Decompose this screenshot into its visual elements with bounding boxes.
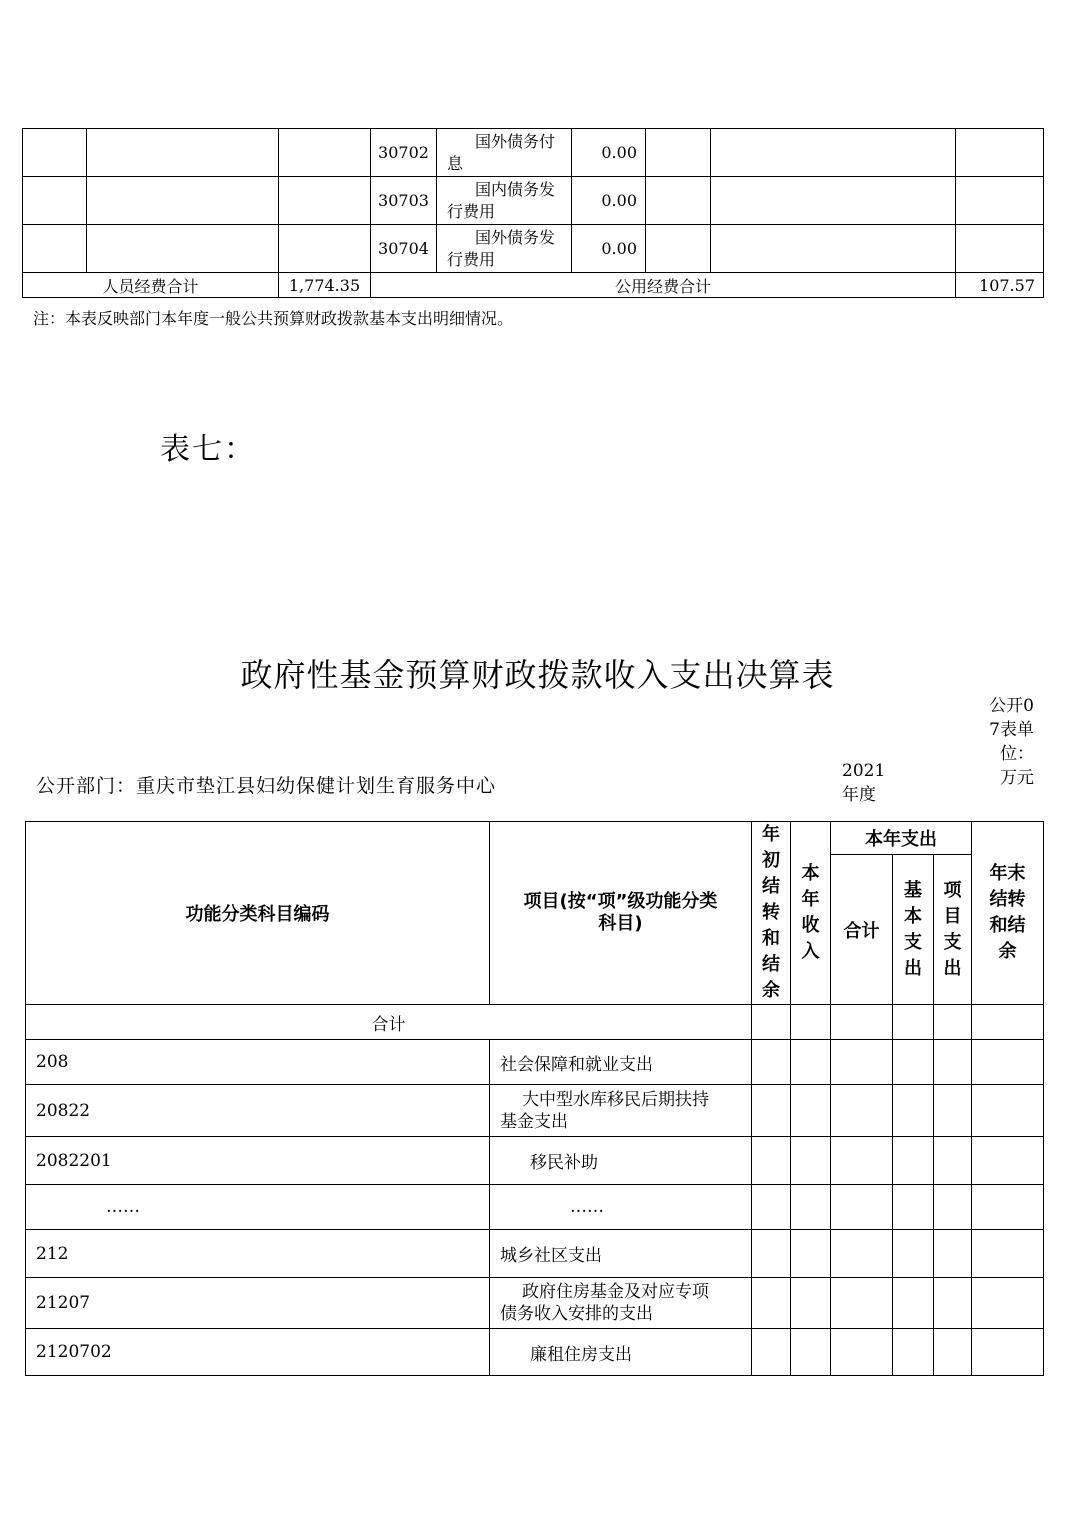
table-row — [26, 1040, 1044, 1085]
subject-code: 30703 — [371, 177, 437, 225]
function-code: 2120702 — [26, 1329, 490, 1376]
amount: 0.00 — [572, 177, 646, 225]
public-total-label: 公用经费合计 — [371, 273, 956, 298]
table-row — [26, 1230, 1044, 1278]
table-row — [26, 1137, 1044, 1185]
table-note: 注：本表反映部门本年度一般公共预算财政拨款基本支出明细情况。 — [33, 309, 514, 328]
function-code: 21207 — [26, 1278, 490, 1329]
personnel-total-value: 1,774.35 — [279, 273, 371, 298]
table-row — [26, 1185, 1044, 1230]
personnel-total-label: 人员经费合计 — [23, 273, 279, 298]
fund-budget-table — [25, 821, 1044, 1376]
function-code: 208 — [26, 1040, 490, 1085]
amount: 0.00 — [572, 129, 646, 177]
table-row — [23, 177, 1044, 225]
function-code: …… — [26, 1185, 490, 1230]
function-code: 2082201 — [26, 1137, 490, 1185]
total-row — [26, 1005, 1044, 1040]
header-project: 项 目 支 出 — [934, 855, 972, 1005]
header-item: 项目(按“项”级功能分类 科目) — [490, 822, 752, 1005]
function-code: 212 — [26, 1230, 490, 1278]
function-name: 城乡社区支出 — [490, 1230, 752, 1278]
page-title: 政府性基金预算财政拨款收入支出决算表 — [240, 656, 835, 694]
header-income: 本 年 收 入 — [791, 822, 831, 1005]
subject-name: 国外债务付 息 — [437, 129, 572, 177]
function-name: 移民补助 — [490, 1137, 752, 1185]
form-code-unit — [984, 694, 1034, 790]
function-name: 政府住房基金及对应专项 债务收入安排的支出 — [490, 1278, 752, 1329]
table-row — [26, 1329, 1044, 1376]
function-name: 廉租住房支出 — [490, 1329, 752, 1376]
function-name: 社会保障和就业支出 — [490, 1040, 752, 1085]
subject-name: 国外债务发 行费用 — [437, 225, 572, 273]
summary-row — [23, 273, 1044, 298]
subject-code: 30704 — [371, 225, 437, 273]
function-name: 大中型水库移民后期扶持 基金支出 — [490, 1085, 752, 1137]
function-code: 20822 — [26, 1085, 490, 1137]
header-expense-group: 本年支出 — [831, 822, 972, 855]
header-row — [26, 822, 1044, 855]
header-total: 合计 — [831, 855, 893, 1005]
form-code: 公开07表 — [989, 696, 1034, 740]
total-label: 合计 — [26, 1005, 752, 1040]
function-name: …… — [490, 1185, 752, 1230]
header-begin-balance: 年 初 结 转 和 结 余 — [752, 822, 791, 1005]
unit-label: 单位：万元 — [1000, 720, 1034, 788]
subject-code: 30702 — [371, 129, 437, 177]
table-row — [26, 1278, 1044, 1329]
amount: 0.00 — [572, 225, 646, 273]
year-label: 2021年度 — [842, 761, 886, 805]
table-row — [26, 1085, 1044, 1137]
table-row — [23, 129, 1044, 177]
department-label: 公开部门：重庆市垫江县妇幼保健计划生育服务中心 — [36, 775, 497, 797]
header-end-balance: 年末 结转 和结 余 — [972, 822, 1044, 1005]
table-row — [23, 225, 1044, 273]
header-code: 功能分类科目编码 — [26, 822, 490, 1005]
header-basic: 基 本 支 出 — [893, 855, 934, 1005]
subject-name: 国内债务发 行费用 — [437, 177, 572, 225]
public-total-value: 107.57 — [956, 273, 1044, 298]
section-title: 表七： — [160, 432, 256, 467]
prev-expense-table — [22, 128, 1044, 298]
